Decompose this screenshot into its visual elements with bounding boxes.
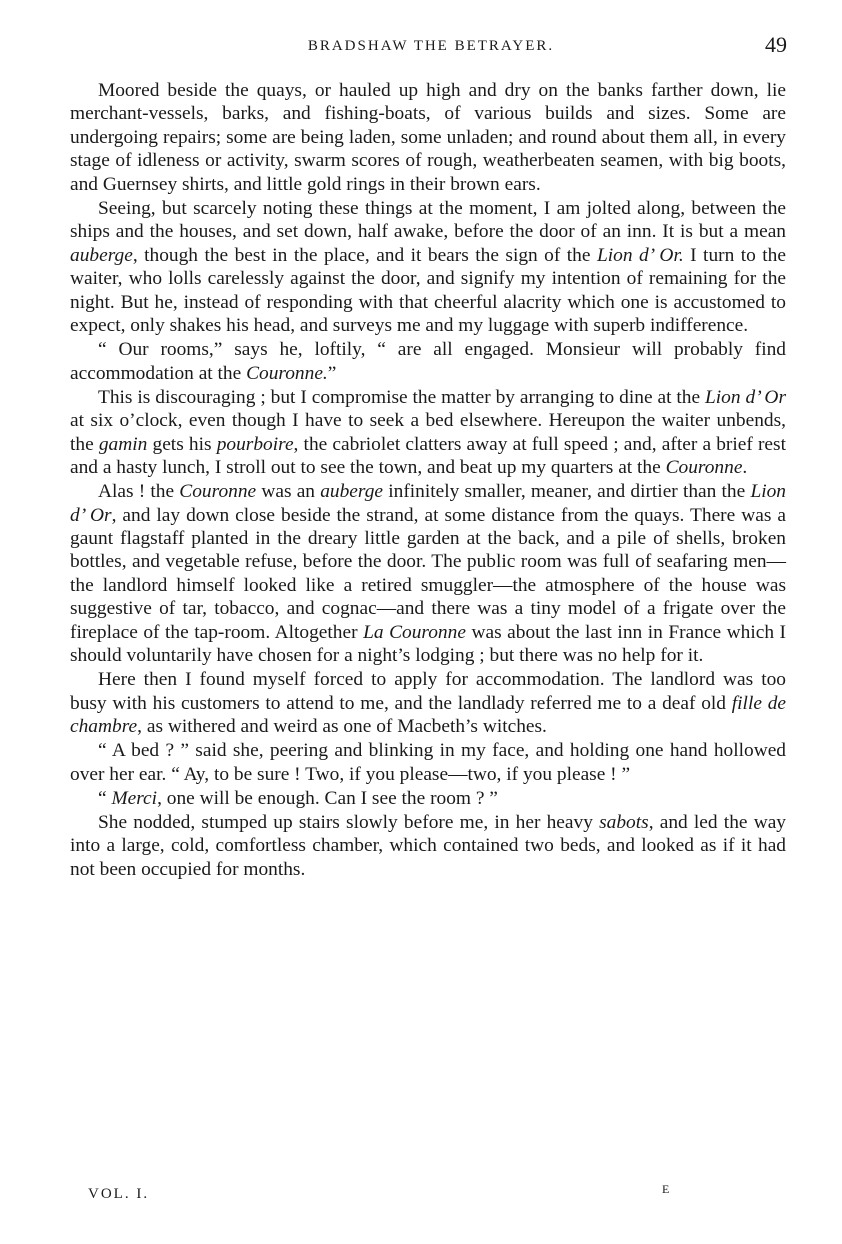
text-run: She nodded, stumped up stairs slowly before me, in her heavy [98, 811, 600, 833]
italic-text: La Couronne [363, 621, 466, 643]
text-run: was an [256, 481, 321, 503]
text-run: Seeing, but scarcely noting these things at the moment, I am jolted along, between the ships and the houses, and set down, half awake, before the door of an inn. It is but a mean [70, 197, 786, 243]
paragraph [70, 386, 786, 480]
paragraph [70, 811, 786, 881]
paragraph [70, 480, 786, 668]
running-title: BRADSHAW THE BETRAYER. [307, 38, 555, 54]
text-run: , the cabriolet clatters away at full speed ; and, after a brief rest and a hasty lunch, I stroll out to see the town, and beat up my quarters at the [70, 433, 786, 479]
paragraph [70, 739, 786, 786]
italic-text: auberge [70, 244, 133, 266]
italic-text: gamin [98, 433, 148, 455]
italic-text: sabots [599, 811, 649, 833]
italic-text: Lion d’ Or [70, 481, 786, 526]
text-run: gets his [147, 433, 217, 455]
page-number: 49 [765, 32, 787, 57]
body-text [70, 79, 786, 881]
text-run: . [742, 457, 748, 479]
text-run: was about the last inn in France which I should voluntarily have chosen for a night’s lodging ; but there was no help for it. [70, 621, 787, 667]
paragraph [70, 338, 786, 385]
paragraph [70, 787, 786, 810]
text-run: , one will be enough. Can I see the room ? ” [157, 787, 498, 809]
page-footer [88, 1182, 688, 1206]
text-run: I turn to the waiter, who lolls carelessly against the door, and signify my intention of remaining for the night. But he, instead of responding with that cheerful alacrity which one is accustomed to expect, only shakes his head, and surveys me and my luggage with superb indifference. [70, 244, 786, 337]
paragraph [70, 668, 786, 738]
italic-text: auberge [320, 481, 384, 503]
page-header [75, 34, 787, 58]
italic-text: Merci [111, 787, 158, 809]
paragraph [70, 79, 786, 196]
volume-label: VOL. I. [88, 1186, 150, 1202]
italic-text: Lion d’ Or [705, 386, 786, 408]
text-run: infinitely smaller, meaner, and dirtier than the [383, 481, 751, 503]
italic-text: fille de chambre [70, 692, 787, 738]
italic-text: Couronne [665, 457, 743, 479]
italic-text: Lion d’ Or. [596, 244, 684, 266]
text-run: , and led the way into a large, cold, comfortless chamber, which contained two beds, and looked as if it had not been occupied for months. [70, 811, 786, 880]
italic-text: pourboire [216, 433, 294, 455]
italic-text: Couronne [179, 481, 257, 503]
text-run: ” [327, 362, 337, 384]
paragraph [70, 197, 786, 338]
text-run: “ Our rooms,” says he, loftily, “ are all engaged. Monsieur will probably find accommodation at the [70, 339, 786, 384]
text-run: at six o’clock, even though I have to seek a bed elsewhere. Hereupon the waiter unbends, the [70, 410, 786, 455]
text-run: “ [98, 787, 112, 809]
text-run: , and lay down close beside the strand, at some distance from the quays. There was a gaunt flagstaff planted in the dreary little garden at the back, and a pile of shells, broken bottles, and vegetable refuse, before the door. The public room was full of seafaring men—the landlord himself looked like a retired smuggler—the atmosphere of the house was suggestive of tar, tobacco, and cognac—and there was a tiny model of a frigate over the fireplace of the tap-room. Altogether [70, 504, 786, 643]
text-run: Alas ! the [98, 481, 180, 503]
text-run: , though the best in the place, and it bears the sign of the [132, 244, 597, 266]
text-run: Moored beside the quays, or hauled up high and dry on the banks farther down, lie merchant-vessels, barks, and fishing-boats, of various builds and sizes. Some are undergoing repairs; some are being laden, some unladen; and round about them all, in every stage of idleness or activity, swarm scores of rough, weatherbeaten seamen, with big boots, and Guernsey shirts, and little gold rings in their brown ears. [70, 80, 786, 195]
text-run: Here then I found myself forced to apply for accommodation. The landlord was too busy with his customers to attend to me, and the landlady referred me to a deaf old [70, 669, 786, 714]
text-run: , as withered and weird as one of Macbeth’s witches. [137, 716, 547, 738]
text-run: This is discouraging ; but I compromise the matter by arranging to dine at the [98, 386, 706, 408]
signature-mark: E [662, 1182, 670, 1196]
italic-text: Couronne. [246, 362, 328, 384]
text-run: “ A bed ? ” said she, peering and blinking in my face, and holding one hand hollowed over her ear. “ Ay, to be sure ! Two, if you please—two, if you please ! ” [70, 740, 786, 785]
